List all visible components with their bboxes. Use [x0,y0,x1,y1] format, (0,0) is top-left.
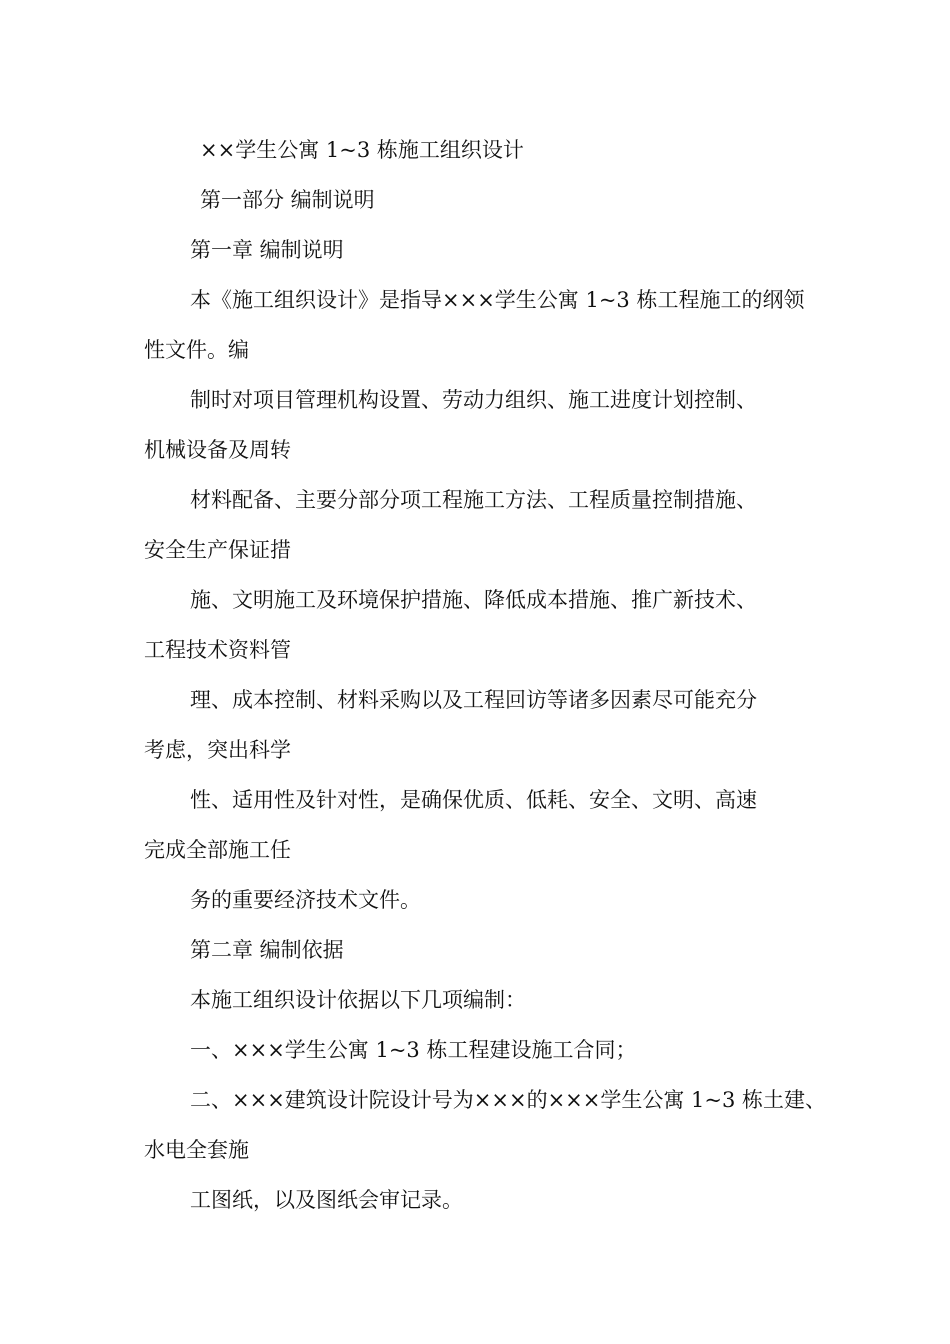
paragraph-line: 机械设备及周转 [144,438,291,462]
list-item: 二、×××建筑设计院设计号为×××的×××学生公寓 1~3 栋土建、 [190,1088,827,1112]
paragraph-line: 务的重要经济技术文件。 [190,888,421,912]
paragraph-line: 工程技术资料管 [144,638,291,662]
paragraph-line: 安全生产保证措 [144,538,291,562]
paragraph-line: 施、文明施工及环境保护措施、降低成本措施、推广新技术、 [190,588,757,612]
chapter1-heading: 第一章 编制说明 [190,238,344,262]
paragraph-line: 制时对项目管理机构设置、劳动力组织、施工进度计划控制、 [190,388,757,412]
paragraph-line: 本《施工组织设计》是指导×××学生公寓 1~3 栋工程施工的纲领 [190,288,805,312]
part-heading: 第一部分 编制说明 [200,188,375,212]
paragraph-line: 性、适用性及针对性，是确保优质、低耗、安全、文明、高速 [190,788,757,812]
paragraph-line: 考虑，突出科学 [144,738,291,762]
paragraph-line: 工图纸，以及图纸会审记录。 [190,1188,463,1212]
document-title: ××学生公寓 1~3 栋施工组织设计 [200,138,524,162]
chapter2-heading: 第二章 编制依据 [190,938,344,962]
paragraph-line: 性文件。编 [144,338,249,362]
paragraph-line: 完成全部施工任 [144,838,291,862]
paragraph-line: 材料配备、主要分部分项工程施工方法、工程质量控制措施、 [190,488,757,512]
paragraph-line: 理、成本控制、材料采购以及工程回访等诸多因素尽可能充分 [190,688,757,712]
paragraph-line: 水电全套施 [144,1138,249,1162]
list-item: 一、×××学生公寓 1~3 栋工程建设施工合同； [190,1038,637,1062]
paragraph-line: 本施工组织设计依据以下几项编制： [190,988,526,1012]
